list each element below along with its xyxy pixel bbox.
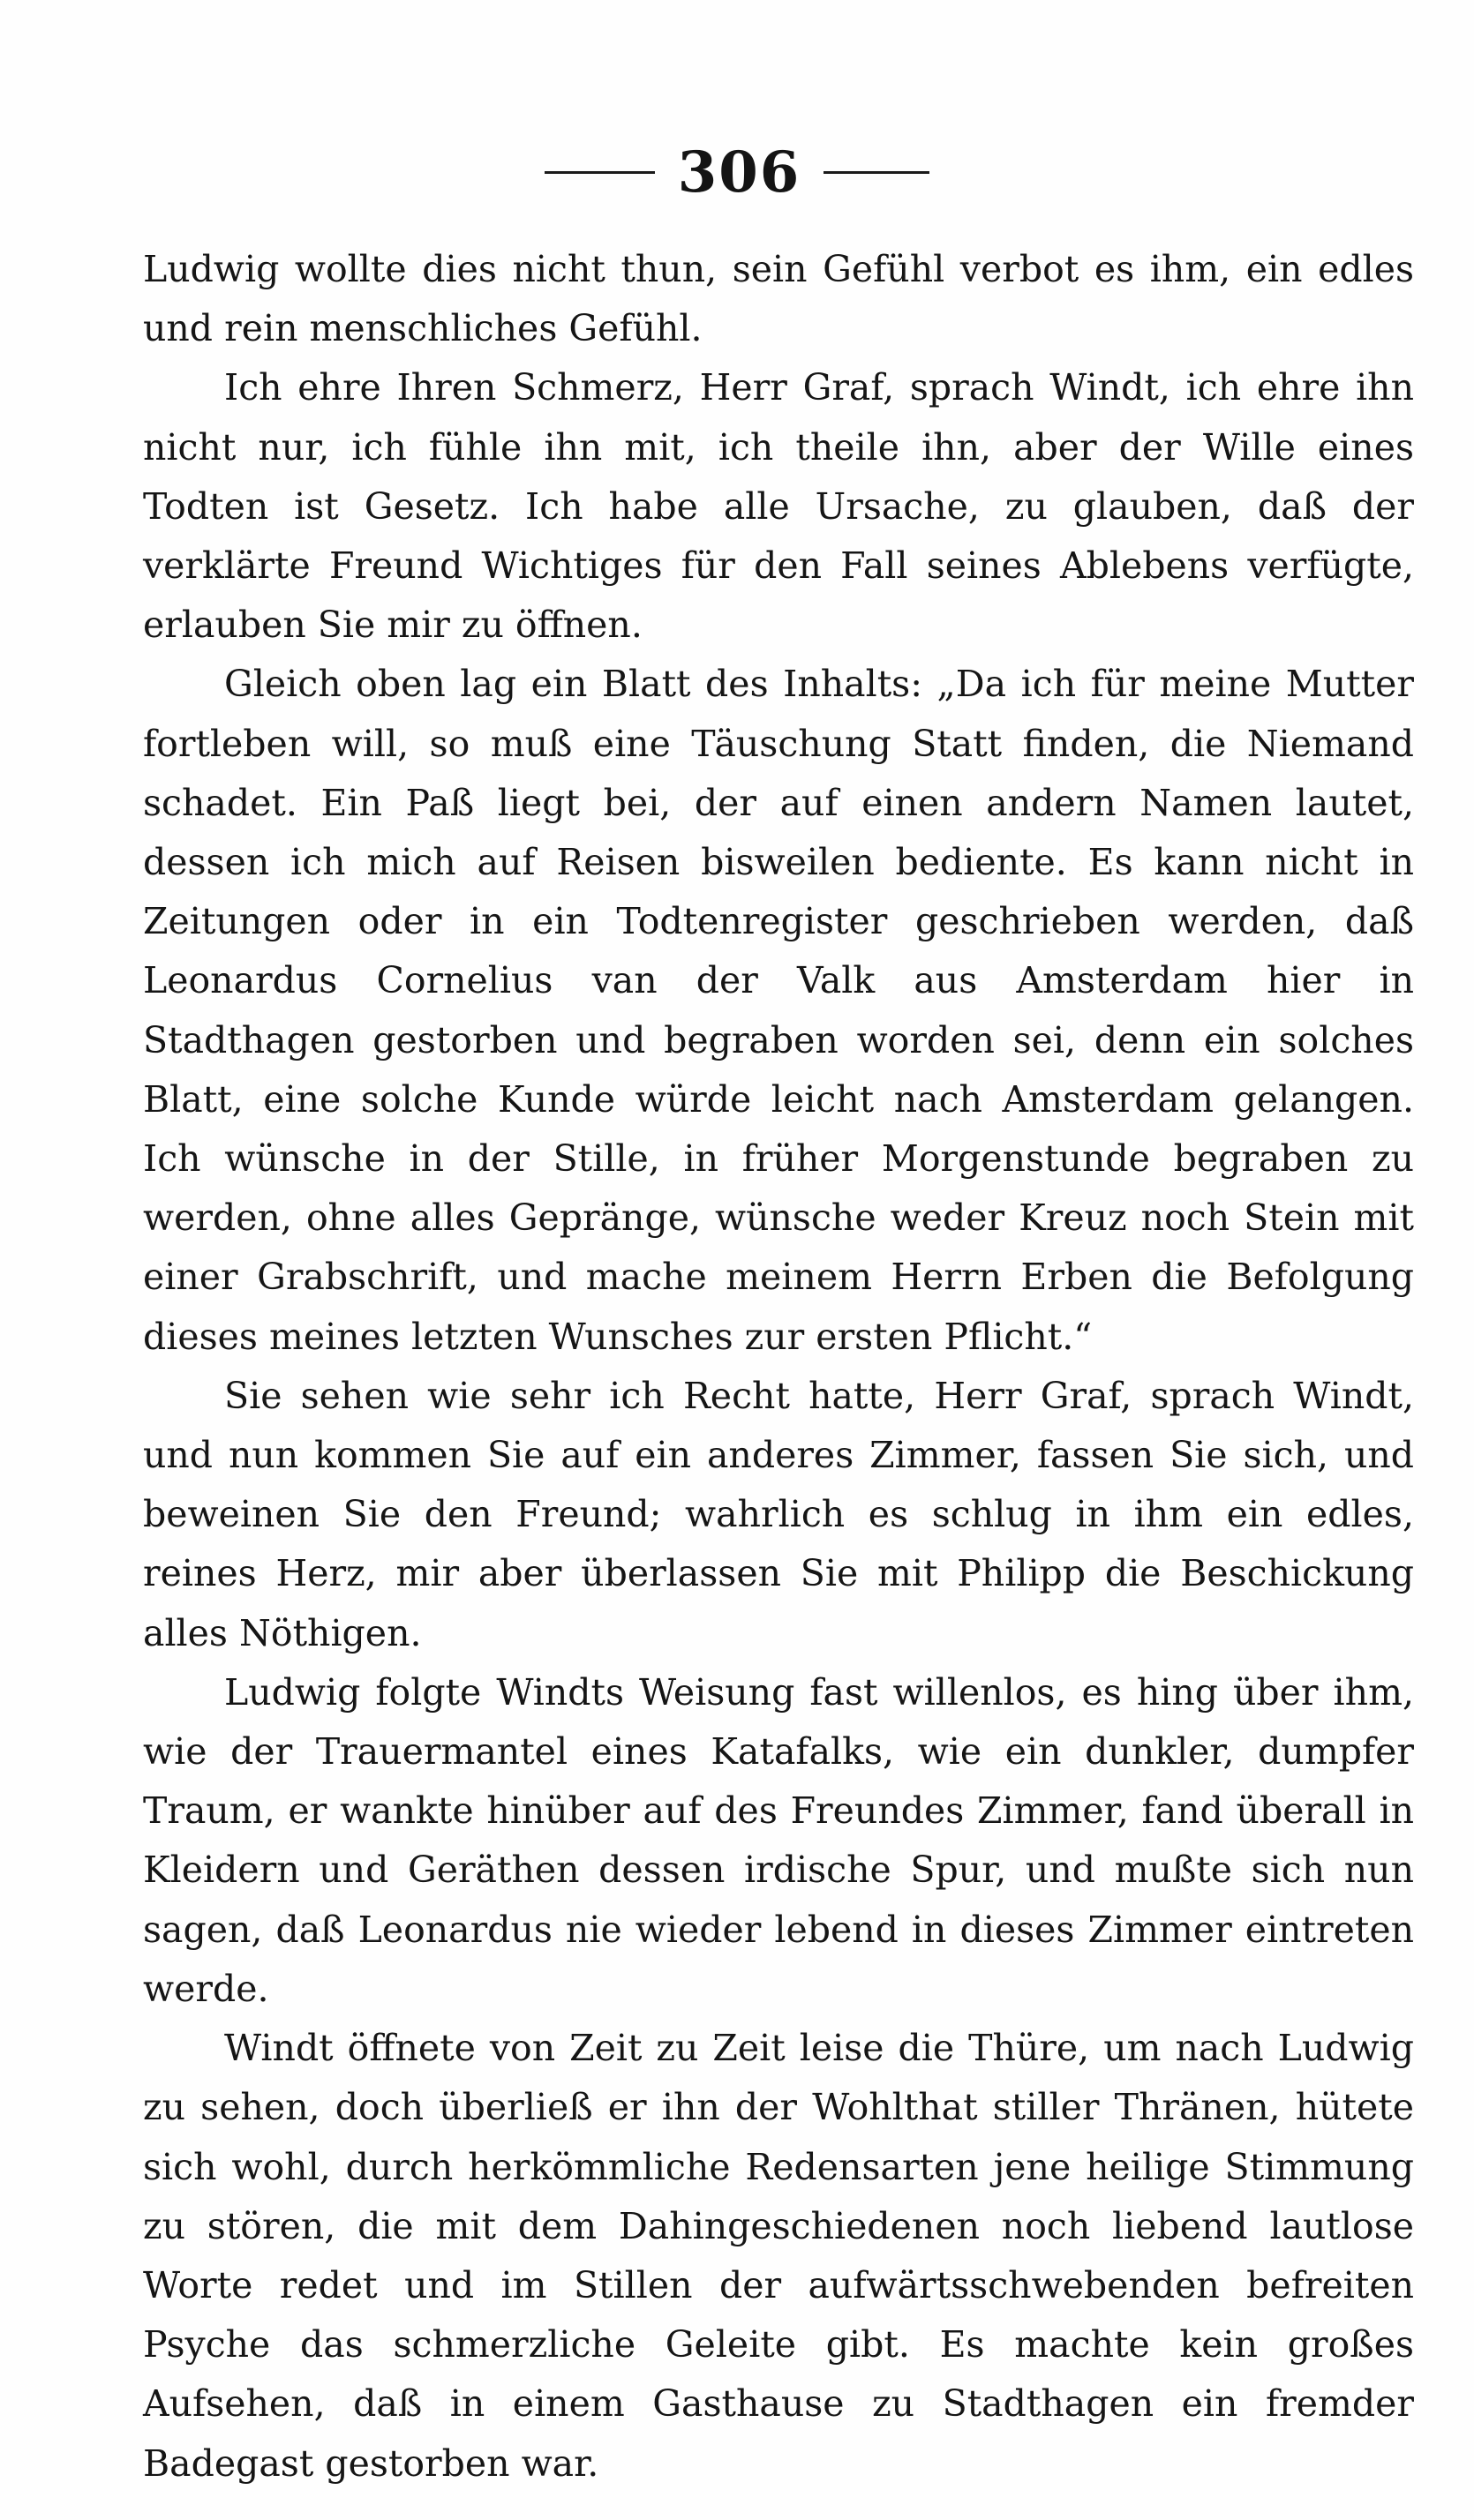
header-rule-left: [545, 171, 655, 174]
paragraph: Sie sehen wie sehr ich Recht hatte, Herr Graf, sprach Windt, und nun kommen Sie auf ein anderes Zimmer, fassen Sie sich, und beweinen Sie den Freund; wahrlich es schlug in ihm ein edles, reines Herz, mir aber überlassen Sie mit Philipp die Beschickung alles Nöthigen.: [143, 1374, 1414, 1654]
body-text: [143, 240, 1414, 2494]
paragraph: Gleich oben lag ein Blatt des Inhalts: „Da ich für meine Mutter fortleben will, so muß eine Täuschung Statt finden, die Niemand schadet. Ein Paß liegt bei, der auf einen andern Namen lautet, dessen ich mich auf Reisen bisweilen bediente. Es kann nicht in Zeitungen oder in ein Todtenregister geschrieben werden, daß Leonardus Cornelius van der Valk aus Amsterdam hier in Stadthagen gestorben und begraben worden sei, denn ein solches Blatt, eine solche Kunde würde leicht nach Amsterdam gelangen. Ich wünsche in der Stille, in früher Morgenstunde begraben zu werden, ohne alles Gepränge, wünsche weder Kreuz noch Stein mit einer Grabschrift, und mache meinem Herrn Erben die Befolgung dieses meines letzten Wunsches zur ersten Pflicht.“: [143, 663, 1414, 1358]
paragraph: Ludwig folgte Windts Weisung fast willenlos, es hing über ihm, wie der Trauermantel eines Katafalks, wie ein dunkler, dumpfer Traum, er wankte hinüber auf des Freundes Zimmer, fand überall in Kleidern und Geräthen dessen irdische Spur, und mußte sich nun sagen, daß Leonardus nie wieder lebend in dieses Zimmer eintreten werde.: [143, 1670, 1414, 2010]
page-header: [0, 132, 1474, 212]
header-rule-right: [823, 171, 929, 174]
page-number: 306: [677, 139, 801, 206]
paragraph: Ludwig wollte dies nicht thun, sein Gefühl verbot es ihm, ein edles und rein menschliches Gefühl.: [143, 248, 1414, 350]
paragraph: Windt öffnete von Zeit zu Zeit leise die Thüre, um nach Ludwig zu sehen, doch überließ er ihn der Wohlthat stiller Thränen, hütete sich wohl, durch herkömmliche Redensarten jene heilige Stimmung zu stören, die mit dem Dahingeschiedenen noch liebend lautlose Worte redet und im Stillen der aufwärtsschwebenden befreiten Psyche das schmerzliche Geleite gibt. Es machte kein großes Aufsehen, daß in einem Gasthause zu Stadthagen ein fremder Badegast gestorben war.: [143, 2027, 1414, 2485]
paragraph: Ich ehre Ihren Schmerz, Herr Graf, sprach Windt, ich ehre ihn nicht nur, ich fühle ihn mit, ich theile ihn, aber der Wille eines Todten ist Gesetz. Ich habe alle Ursache, zu glauben, daß der verklärte Freund Wichtiges für den Fall seines Ablebens verfügte, erlauben Sie mir zu öffnen.: [143, 366, 1414, 647]
